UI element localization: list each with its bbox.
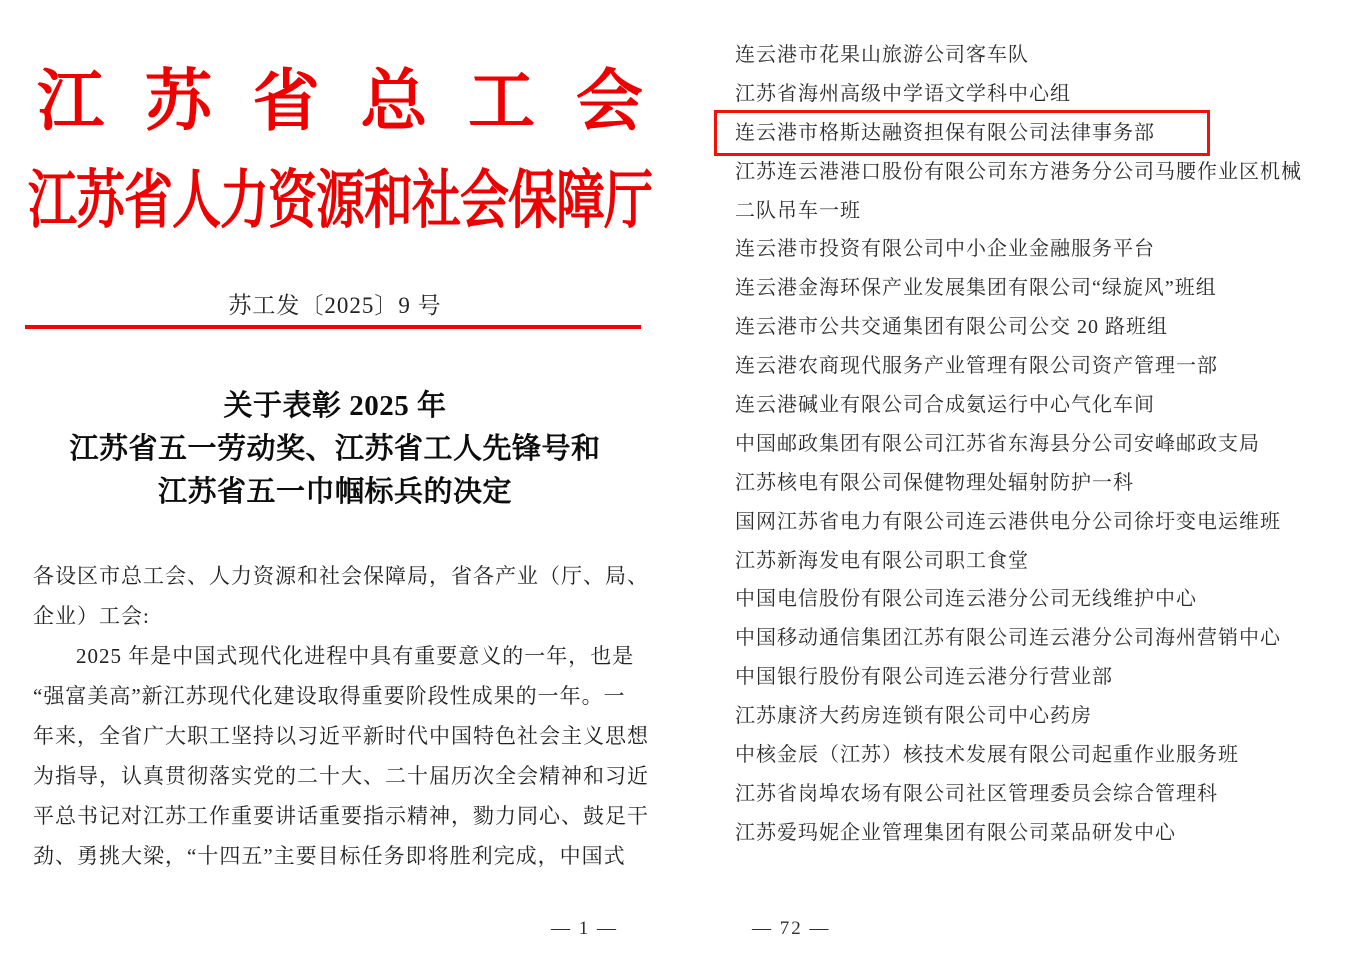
page-number-left: — 1 — — [551, 918, 618, 939]
awardee-list-line: 国网江苏省电力有限公司连云港供电分公司徐圩变电运维班 — [735, 510, 1281, 533]
awardee-list-line: 中国银行股份有限公司连云港分行营业部 — [735, 666, 1113, 689]
red-divider-rule — [25, 325, 641, 329]
awardee-list-line: 中国电信股份有限公司连云港分公司无线维护中心 — [735, 588, 1197, 611]
awardee-list — [735, 36, 1315, 853]
body-text-line: 为指导，认真贯彻落实党的二十大、二十届历次全会精神和习近 — [33, 764, 649, 788]
awardee-list-line: 连云港市投资有限公司中小企业金融服务平台 — [735, 238, 1155, 261]
awardee-list-line: 中核金辰（江苏）核技术发展有限公司起重作业服务班 — [735, 744, 1239, 767]
awardee-list-line: 江苏连云港港口股份有限公司东方港务分公司马腰作业区机械 — [735, 160, 1302, 183]
awardee-list-line: 江苏省海州高级中学语文学科中心组 — [735, 82, 1071, 105]
body-text-line: 年来，全省广大职工坚持以习近平新时代中国特色社会主义思想 — [33, 724, 649, 748]
awardee-list-line: 江苏新海发电有限公司职工食堂 — [735, 549, 1029, 572]
body-text-line: 劲、勇挑大梁，“十四五”主要目标任务即将胜利完成，中国式 — [33, 844, 626, 868]
awardee-list-line: 连云港金海环保产业发展集团有限公司“绿旋风”班组 — [735, 277, 1217, 300]
awardee-list-line: 江苏爱玛妮企业管理集团有限公司菜品研发中心 — [735, 821, 1176, 844]
document-title-line3: 江苏省五一巾帼标兵的决定 — [157, 476, 512, 508]
awardee-list-line: 连云港碱业有限公司合成氨运行中心气化车间 — [735, 394, 1155, 417]
document-title — [0, 385, 670, 514]
awardee-list-line: 连云港市公共交通集团有限公司公交 20 路班组 — [735, 316, 1168, 339]
body-text-line: 2025 年是中国式现代化进程中具有重要意义的一年，也是 — [76, 644, 635, 668]
body-text-line: “强富美高”新江苏现代化建设取得重要阶段性成果的一年。一 — [33, 684, 626, 708]
awardee-list-line: 连云港农商现代服务产业管理有限公司资产管理一部 — [735, 355, 1218, 378]
awardee-list-line: 连云港市花果山旅游公司客车队 — [735, 44, 1029, 66]
awardee-list-line: 江苏康济大药房连锁有限公司中心药房 — [735, 705, 1092, 728]
awardee-list-line: 中国邮政集团有限公司江苏省东海县分公司安峰邮政支局 — [735, 432, 1260, 455]
body-text-line: 平总书记对江苏工作重要讲话重要指示精神，勠力同心、鼓足干 — [33, 804, 649, 828]
awardee-list-line: 连云港市格斯达融资担保有限公司法律事务部 — [735, 114, 1315, 153]
page-right — [680, 0, 1360, 960]
document-title-line1: 关于表彰 2025 年 — [223, 390, 447, 422]
awardee-list-line: 二队吊车一班 — [735, 199, 861, 222]
body-text-line: 各设区市总工会、人力资源和社会保障局，省各产业（厅、局、 — [33, 564, 649, 588]
body-text-line: 企业）工会: — [33, 604, 150, 628]
body-paragraphs — [33, 556, 647, 876]
page-number-right: — 72 — — [752, 918, 831, 939]
document-title-line2: 江苏省五一劳动奖、江苏省工人先锋号和 — [69, 433, 601, 465]
awardee-list-line: 中国移动通信集团江苏有限公司连云港分公司海州营销中心 — [735, 627, 1281, 650]
awardee-list-line: 江苏省岗埠农场有限公司社区管理委员会综合管理科 — [735, 782, 1218, 805]
issuing-org-line1: 江 苏 省 总 工 会 — [37, 65, 643, 139]
awardee-list-line: 江苏核电有限公司保健物理处辐射防护一科 — [735, 471, 1134, 494]
issuing-org-line2: 江苏省人力资源和社会保障厅 — [27, 164, 652, 237]
document-number: 苏工发〔2025〕9 号 — [228, 293, 442, 318]
